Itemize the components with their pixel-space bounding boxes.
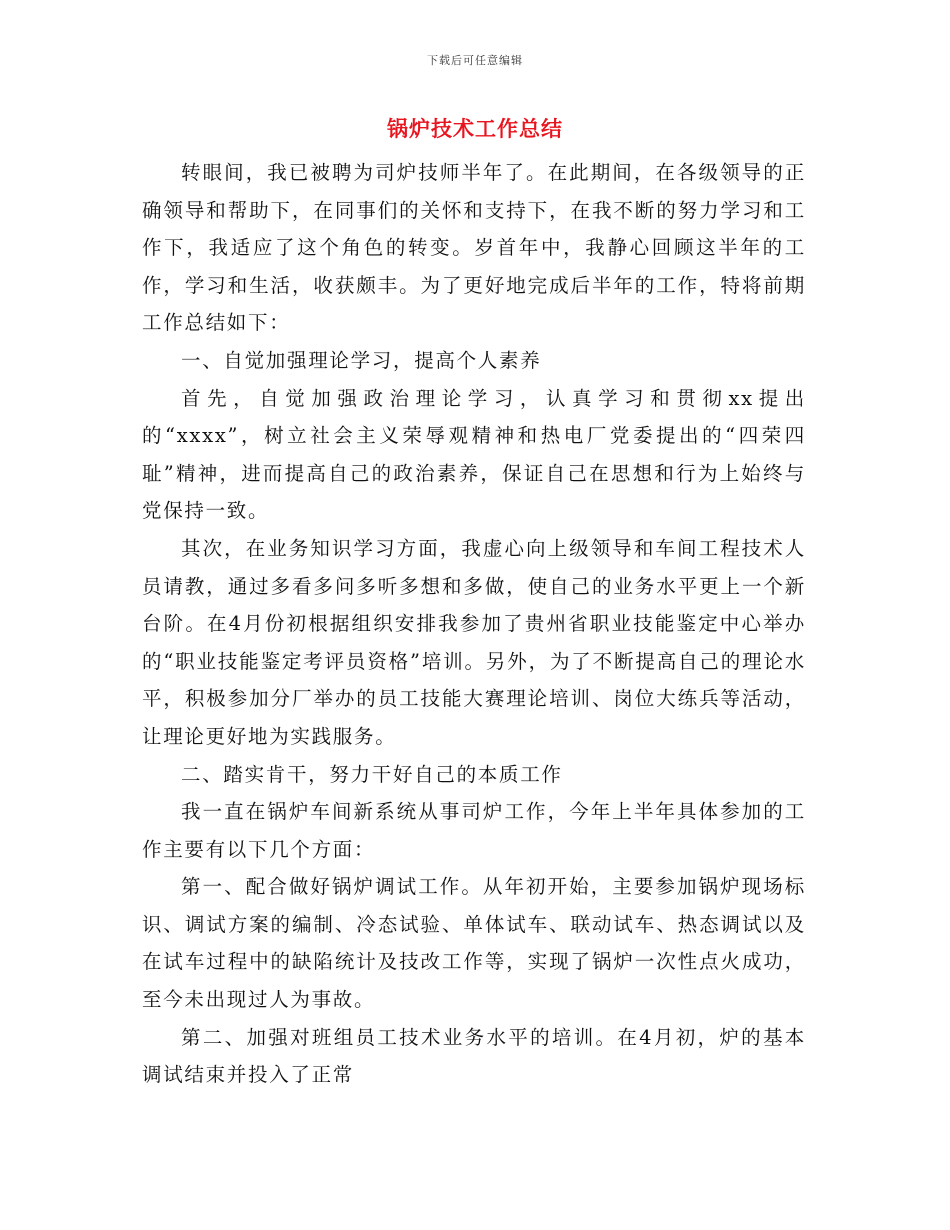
document-title: 锅炉技术工作总结 xyxy=(387,116,563,141)
header-note: 下载后可任意编辑 xyxy=(427,54,523,67)
paragraph-first-item: 第一、配合做好锅炉调试工作。从年初开始，主要参加锅炉现场标识、调试方案的编制、冷态试验、单体试车、联动试车、热态调试以及在试车过程中的缺陷统计及技改工作等，实现了锅炉一次性点火成功，至今未出现过人为事故。 xyxy=(142,875,806,1012)
paragraph-work-overview: 我一直在锅炉车间新系统从事司炉工作，今年上半年具体参加的工作主要有以下几个方面： xyxy=(142,800,806,861)
section-heading-2: 二、踏实肯干，努力干好自己的本质工作 xyxy=(181,762,563,786)
paragraph-second-item: 第二、加强对班组员工技术业务水平的培训。在4月初，炉的基本调试结束并投入了正常 xyxy=(142,1025,806,1087)
section-heading-1: 一、自觉加强理论学习，提高个人素养 xyxy=(181,348,542,372)
document-body xyxy=(142,154,806,1094)
paragraph-business-study: 其次，在业务知识学习方面，我虚心向上级领导和车间工程技术人员请教，通过多看多问多听多想和多做，使自己的业务水平更上一个新台阶。在4月份初根据组织安排我参加了贵州省职业技能鉴定中心举办的“职业技能鉴定考评员资格”培训。另外，为了不断提高自己的理论水平，积极参加分厂举办的员工技能大赛理论培训、岗位大练兵等活动，让理论更好地为实践服务。 xyxy=(142,536,806,748)
paragraph-political-study: 首先，自觉加强政治理论学习，认真学习和贯彻xx提出的“xxxx”，树立社会主义荣辱观精神和热电厂党委提出的“四荣四耻”精神，进而提高自己的政治素养，保证自己在思想和行为上始终与党保持一致。 xyxy=(142,386,806,523)
paragraph-intro: 转眼间，我已被聘为司炉技师半年了。在此期间，在各级领导的正确领导和帮助下，在同事们的关怀和支持下，在我不断的努力学习和工作下，我适应了这个角色的转变。岁首年中，我静心回顾这半年的工作，学习和生活，收获颇丰。为了更好地完成后半年的工作，特将前期工作总结如下： xyxy=(142,161,806,335)
